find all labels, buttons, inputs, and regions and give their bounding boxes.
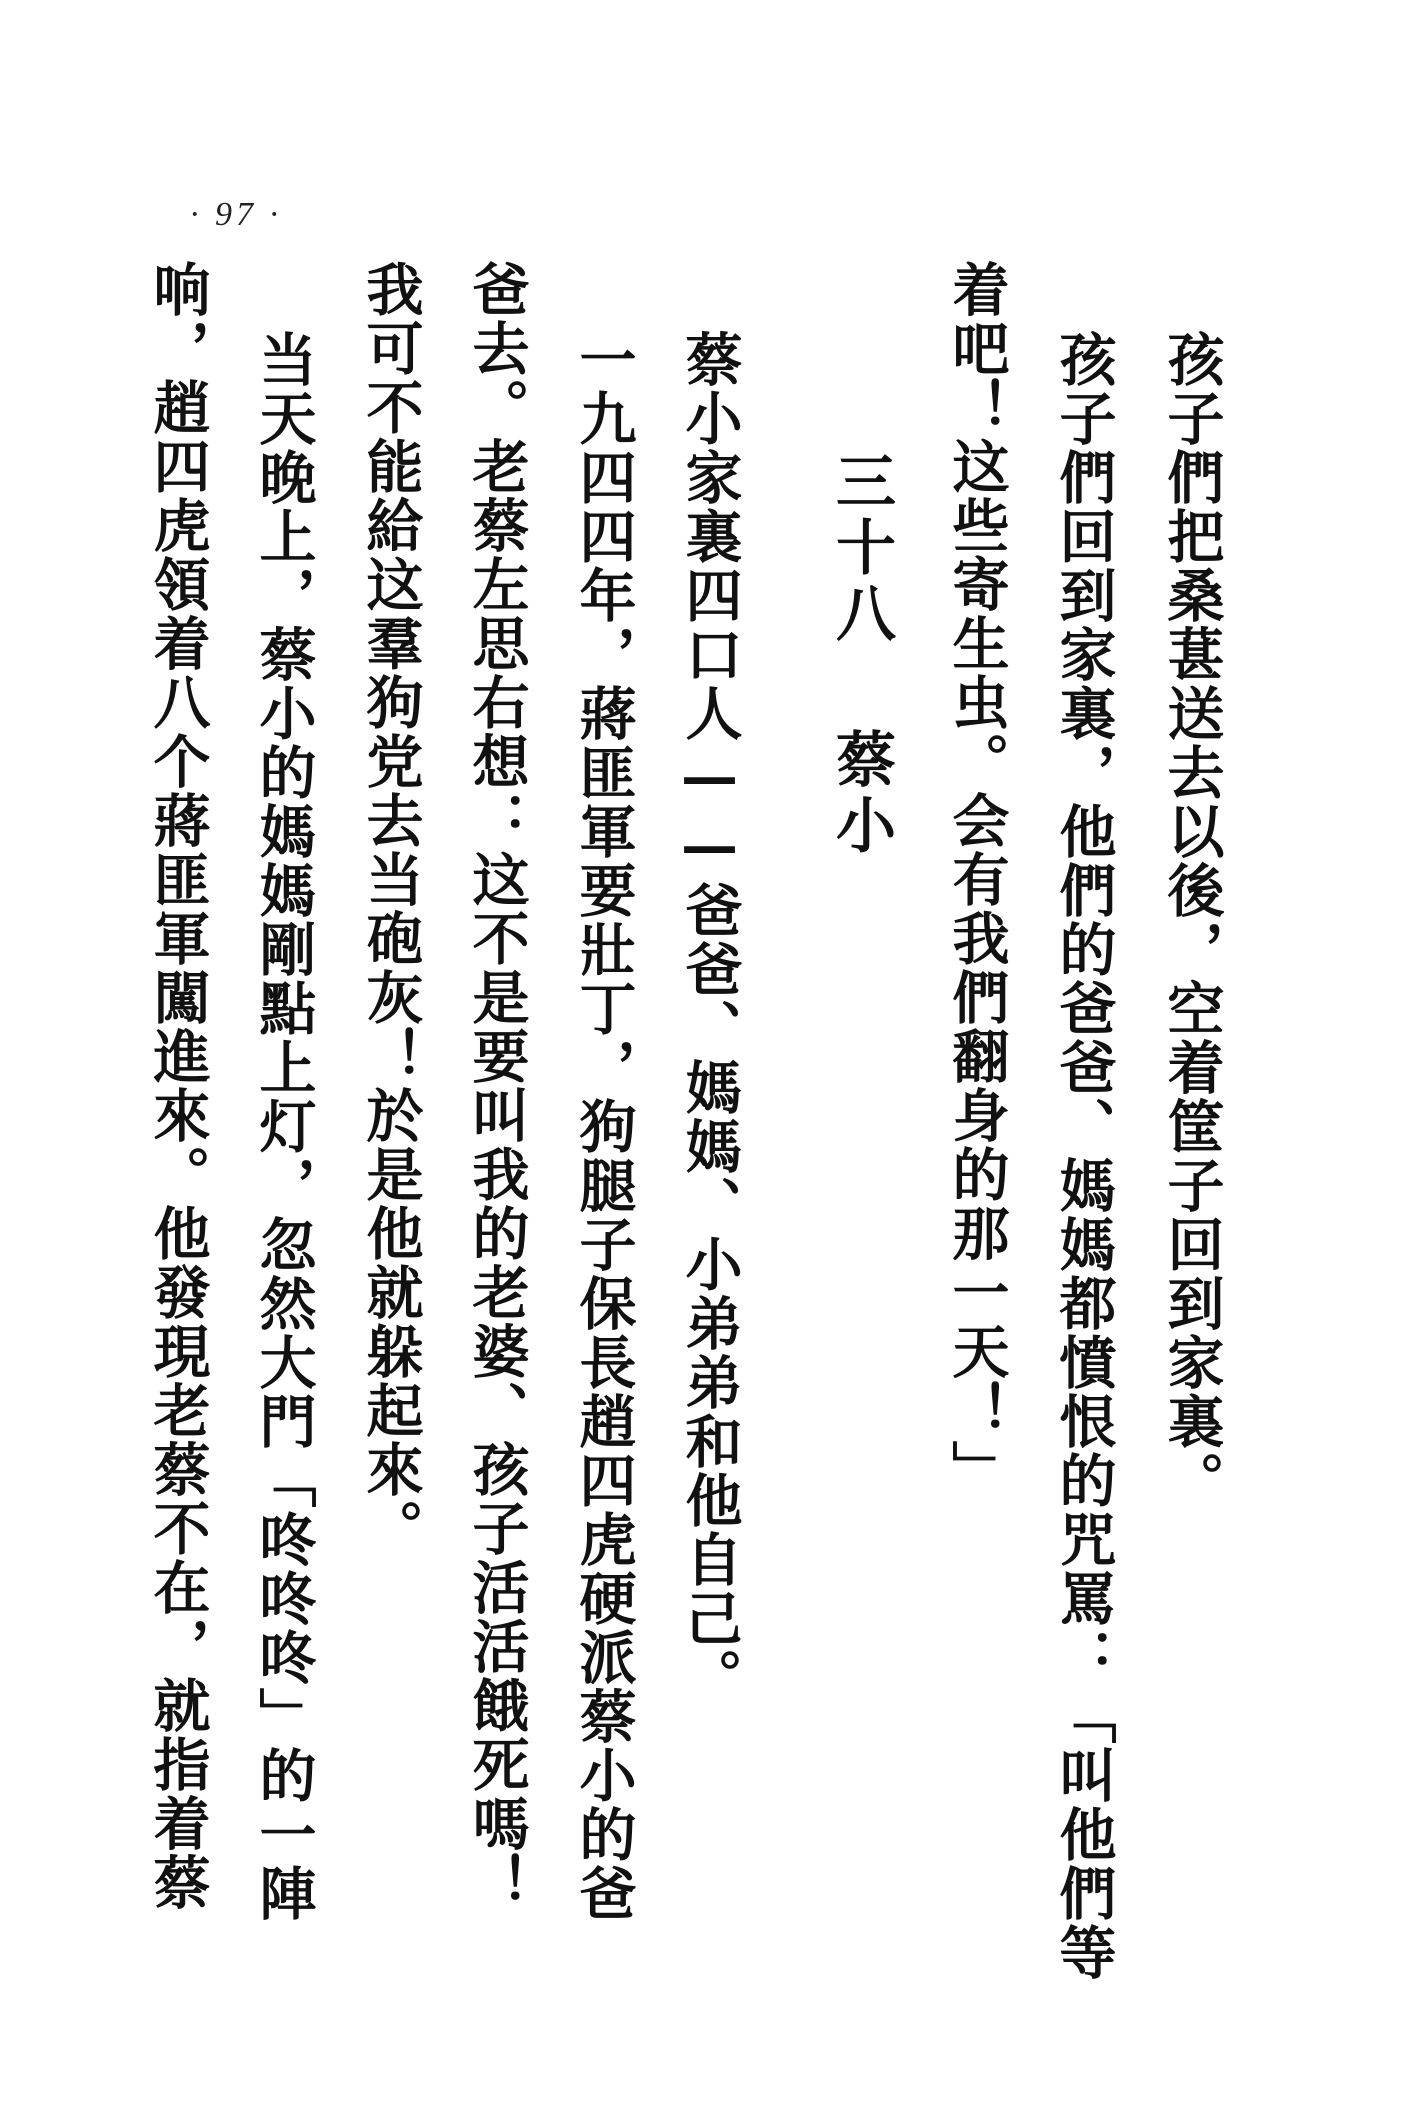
page-number: · 97 · [190, 196, 282, 233]
text-column-4: 蔡小家裏四口人——爸爸、媽媽、小弟弟和他自己。 [676, 330, 743, 1707]
text-column-5: 一九四四年，蔣匪軍要壯丁，狗腿子保長趙四虎硬派蔡小的爸 [570, 330, 637, 1923]
text-column-2: 孩子們回到家裏，他們的爸爸、媽媽都憤恨的咒罵：「叫他們等 [1050, 330, 1117, 1982]
text-column-8: 当天晚上，蔡小的媽媽剛點上灯，忽然大門「咚咚咚」的一陣 [250, 330, 317, 1923]
text-column-7: 我可不能給这羣狗党去当砲灰！於是他就躲起來。 [357, 260, 424, 1558]
text-column-1: 孩子們把桑葚送去以後，空着筐子回到家裏。 [1158, 330, 1225, 1510]
text-column-9: 响，趙四虎領着八个蔣匪軍闖進來。他發現老蔡不在，就指着蔡 [144, 260, 211, 1912]
text-column-3: 着吧！这些寄生虫。会有我們翻身的那一天！」 [943, 260, 1010, 1499]
chapter-number: 三十八 [826, 450, 896, 648]
chapter-heading [818, 450, 904, 860]
chapter-title: 蔡小 [826, 728, 896, 860]
text-column-6: 爸去。老蔡左思右想：这不是要叫我的老婆、孩子活活餓死嗎！ [463, 260, 530, 1912]
